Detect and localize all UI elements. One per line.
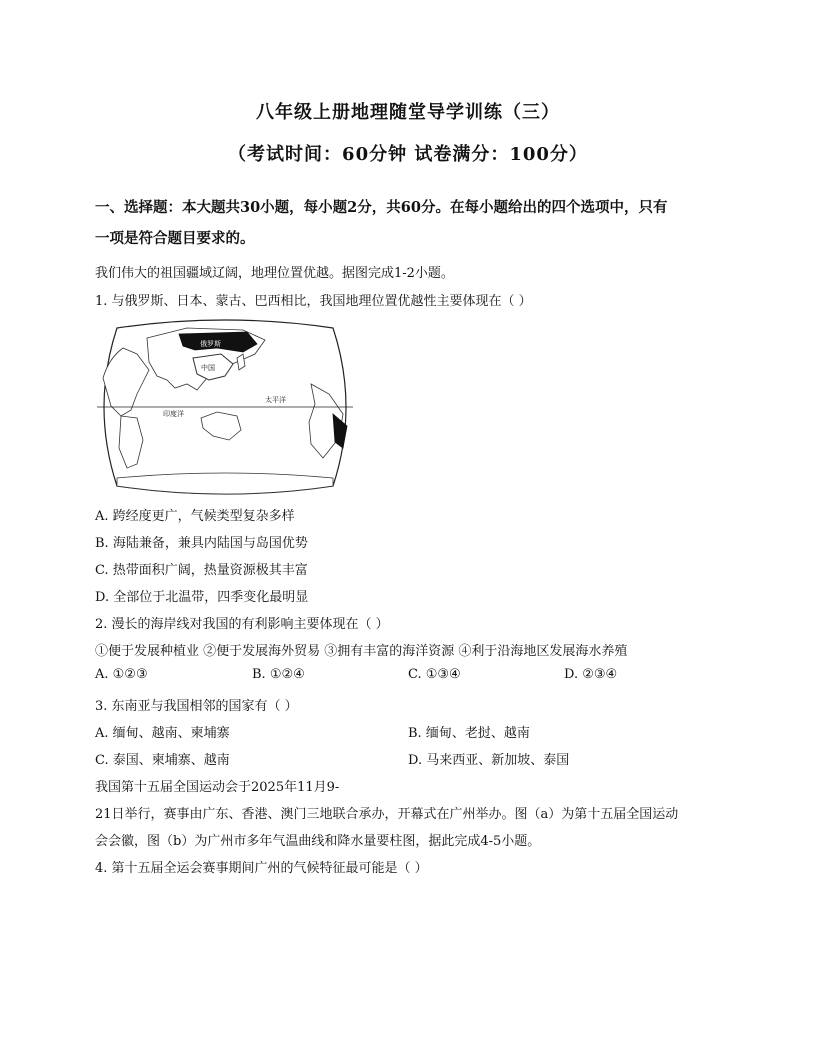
question-2-statements: ①便于发展种植业 ②便于发展海外贸易 ③拥有丰富的海洋资源 ④利于沿海地区发展海水养殖: [95, 644, 628, 659]
map-label-russia: 俄罗斯: [200, 340, 221, 348]
map-label-indian: 印度洋: [163, 410, 184, 418]
question-2-option-c: C. ①③④: [408, 667, 461, 682]
intro-text-1: 我们伟大的祖国疆域辽阔，地理位置优越。据图完成1-2小题。: [95, 266, 454, 281]
question-1-stem: 1. 与俄罗斯、日本、蒙古、巴西相比，我国地理位置优越性主要体现在（ ）: [95, 294, 532, 309]
question-3-option-d: D. 马来西亚、新加坡、泰国: [408, 753, 570, 768]
intro-text-2-line2: 21日举行，赛事由广东、香港、澳门三地联合承办，开幕式在广州举办。图（a）为第十五届全国运动: [95, 807, 679, 822]
world-map-figure: [97, 318, 353, 496]
question-1-option-c: C. 热带面积广阔，热量资源极其丰富: [95, 563, 308, 578]
question-3-option-a: A. 缅甸、越南、柬埔寨: [95, 726, 230, 741]
question-3-stem: 3. 东南亚与我国相邻的国家有（ ）: [95, 699, 298, 714]
question-1-option-a: A. 跨经度更广，气候类型复杂多样: [95, 509, 295, 524]
page-subtitle: （考试时间：60分钟 试卷满分：100分）: [228, 144, 588, 165]
section-heading-line2: 一项是符合题目要求的。: [95, 230, 255, 247]
question-2-option-d: D. ②③④: [564, 667, 618, 682]
question-2-option-a: A. ①②③: [95, 667, 148, 682]
question-4-stem: 4. 第十五届全运会赛事期间广州的气候特征最可能是（ ）: [95, 861, 428, 876]
question-3-option-b: B. 缅甸、老挝、越南: [408, 726, 530, 741]
question-1-option-d: D. 全部位于北温带，四季变化最明显: [95, 590, 309, 605]
intro-text-2-line3: 会会徽，图（b）为广州市多年气温曲线和降水量要柱图，据此完成4-5小题。: [95, 834, 541, 849]
question-1-option-b: B. 海陆兼备，兼具内陆国与岛国优势: [95, 536, 308, 551]
section-heading-line1: 一、选择题：本大题共30小题，每小题2分，共60分。在每小题给出的四个选项中，只有: [95, 199, 668, 216]
map-label-china: 中国: [201, 364, 215, 372]
intro-text-2-line1: 我国第十五届全国运动会于2025年11月9-: [95, 780, 340, 795]
question-3-option-c: C. 泰国、柬埔寨、越南: [95, 753, 230, 768]
question-2-option-b: B. ①②④: [252, 667, 305, 682]
question-2-stem: 2. 漫长的海岸线对我国的有利影响主要体现在（ ）: [95, 617, 389, 632]
page-title: 八年级上册地理随堂导学训练（三）: [256, 102, 560, 123]
map-label-pacific: 太平洋: [265, 396, 286, 404]
